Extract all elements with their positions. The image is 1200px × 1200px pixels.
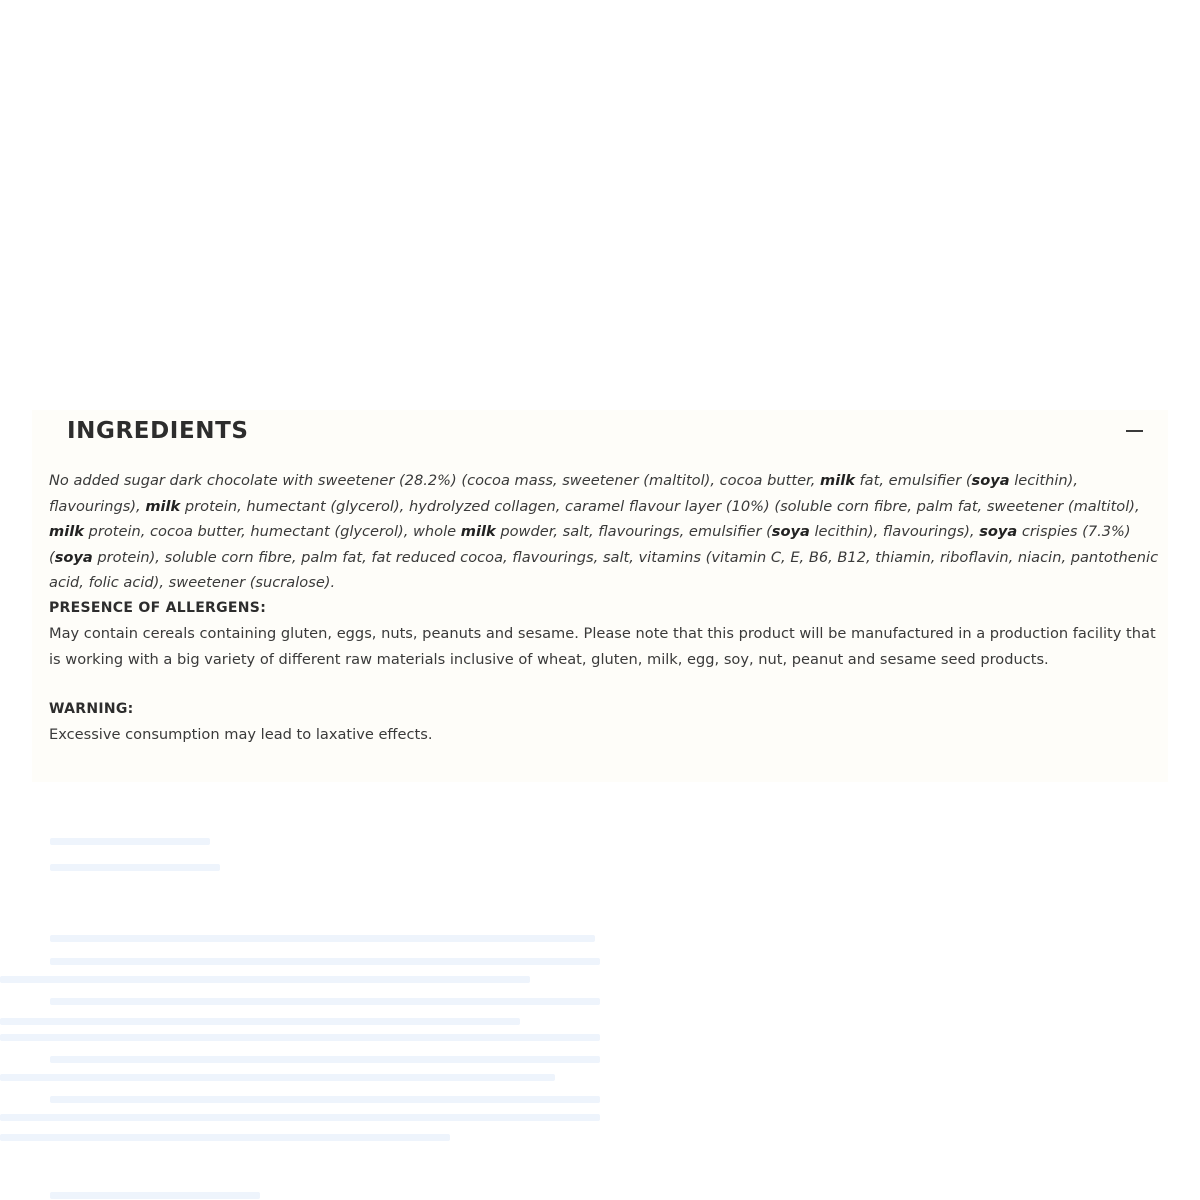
allergens-section [49,596,1159,672]
allergens-text: May contain cereals containing gluten, eggs, nuts, peanuts and sesame. Please note that this product will be manufactured in a production facility that is working with a big variety of different raw materials inclusive of wheat, gluten, milk, egg, soy, nut, peanut and sesame seed products. [49,625,1156,668]
allergens-heading: PRESENCE OF ALLERGENS: [49,600,267,616]
allergen-highlight: milk [145,497,181,515]
allergen-highlight: soya [54,548,93,566]
accordion-title: INGREDIENTS [67,418,249,444]
ingredients-accordion [32,410,1168,782]
ingredient-segment: crispies (7.3%) ( [49,523,1131,566]
ingredient-segment: protein, humectant (glycerol), hydrolyzed collagen, caramel flavour layer (10%) (soluble corn fibre, palm fat, sweetener (maltitol), [180,497,1140,515]
faded-background-text [0,820,610,1200]
allergen-highlight: soya [979,523,1018,540]
ingredient-segment: lecithin), flavourings), [49,472,1078,515]
ingredient-segment: powder, salt, flavourings, emulsifier ( [495,523,772,540]
allergen-highlight: milk [460,523,496,540]
allergen-highlight: milk [49,523,84,540]
warning-heading: WARNING: [49,701,134,717]
collapse-button[interactable] [1120,418,1148,446]
allergen-highlight: soya [971,472,1010,489]
allergen-highlight: soya [771,523,810,540]
ingredient-segment: fat, emulsifier ( [854,472,972,489]
ingredient-segment: lecithin), flavourings), [809,523,980,540]
minus-icon [1126,430,1143,432]
ingredients-list [49,468,1159,596]
warning-section [49,697,1159,748]
warning-text: Excessive consumption may lead to laxative effects. [49,726,433,743]
ingredient-segment: protein, cocoa butter, humectant (glycerol), whole [83,523,461,540]
ingredient-segment: No added sugar dark chocolate with sweetener (28.2%) (cocoa mass, sweetener (maltitol), cocoa butter, [49,472,820,489]
ingredient-segment: protein), soluble corn fibre, palm fat, fat reduced cocoa, flavourings, salt, vitamins (vitamin C, E, B6, B12, thiamin, riboflavin, niacin, pantothenic acid, folic acid), sweetener (sucralose). [49,548,1159,591]
allergen-highlight: milk [819,472,855,489]
